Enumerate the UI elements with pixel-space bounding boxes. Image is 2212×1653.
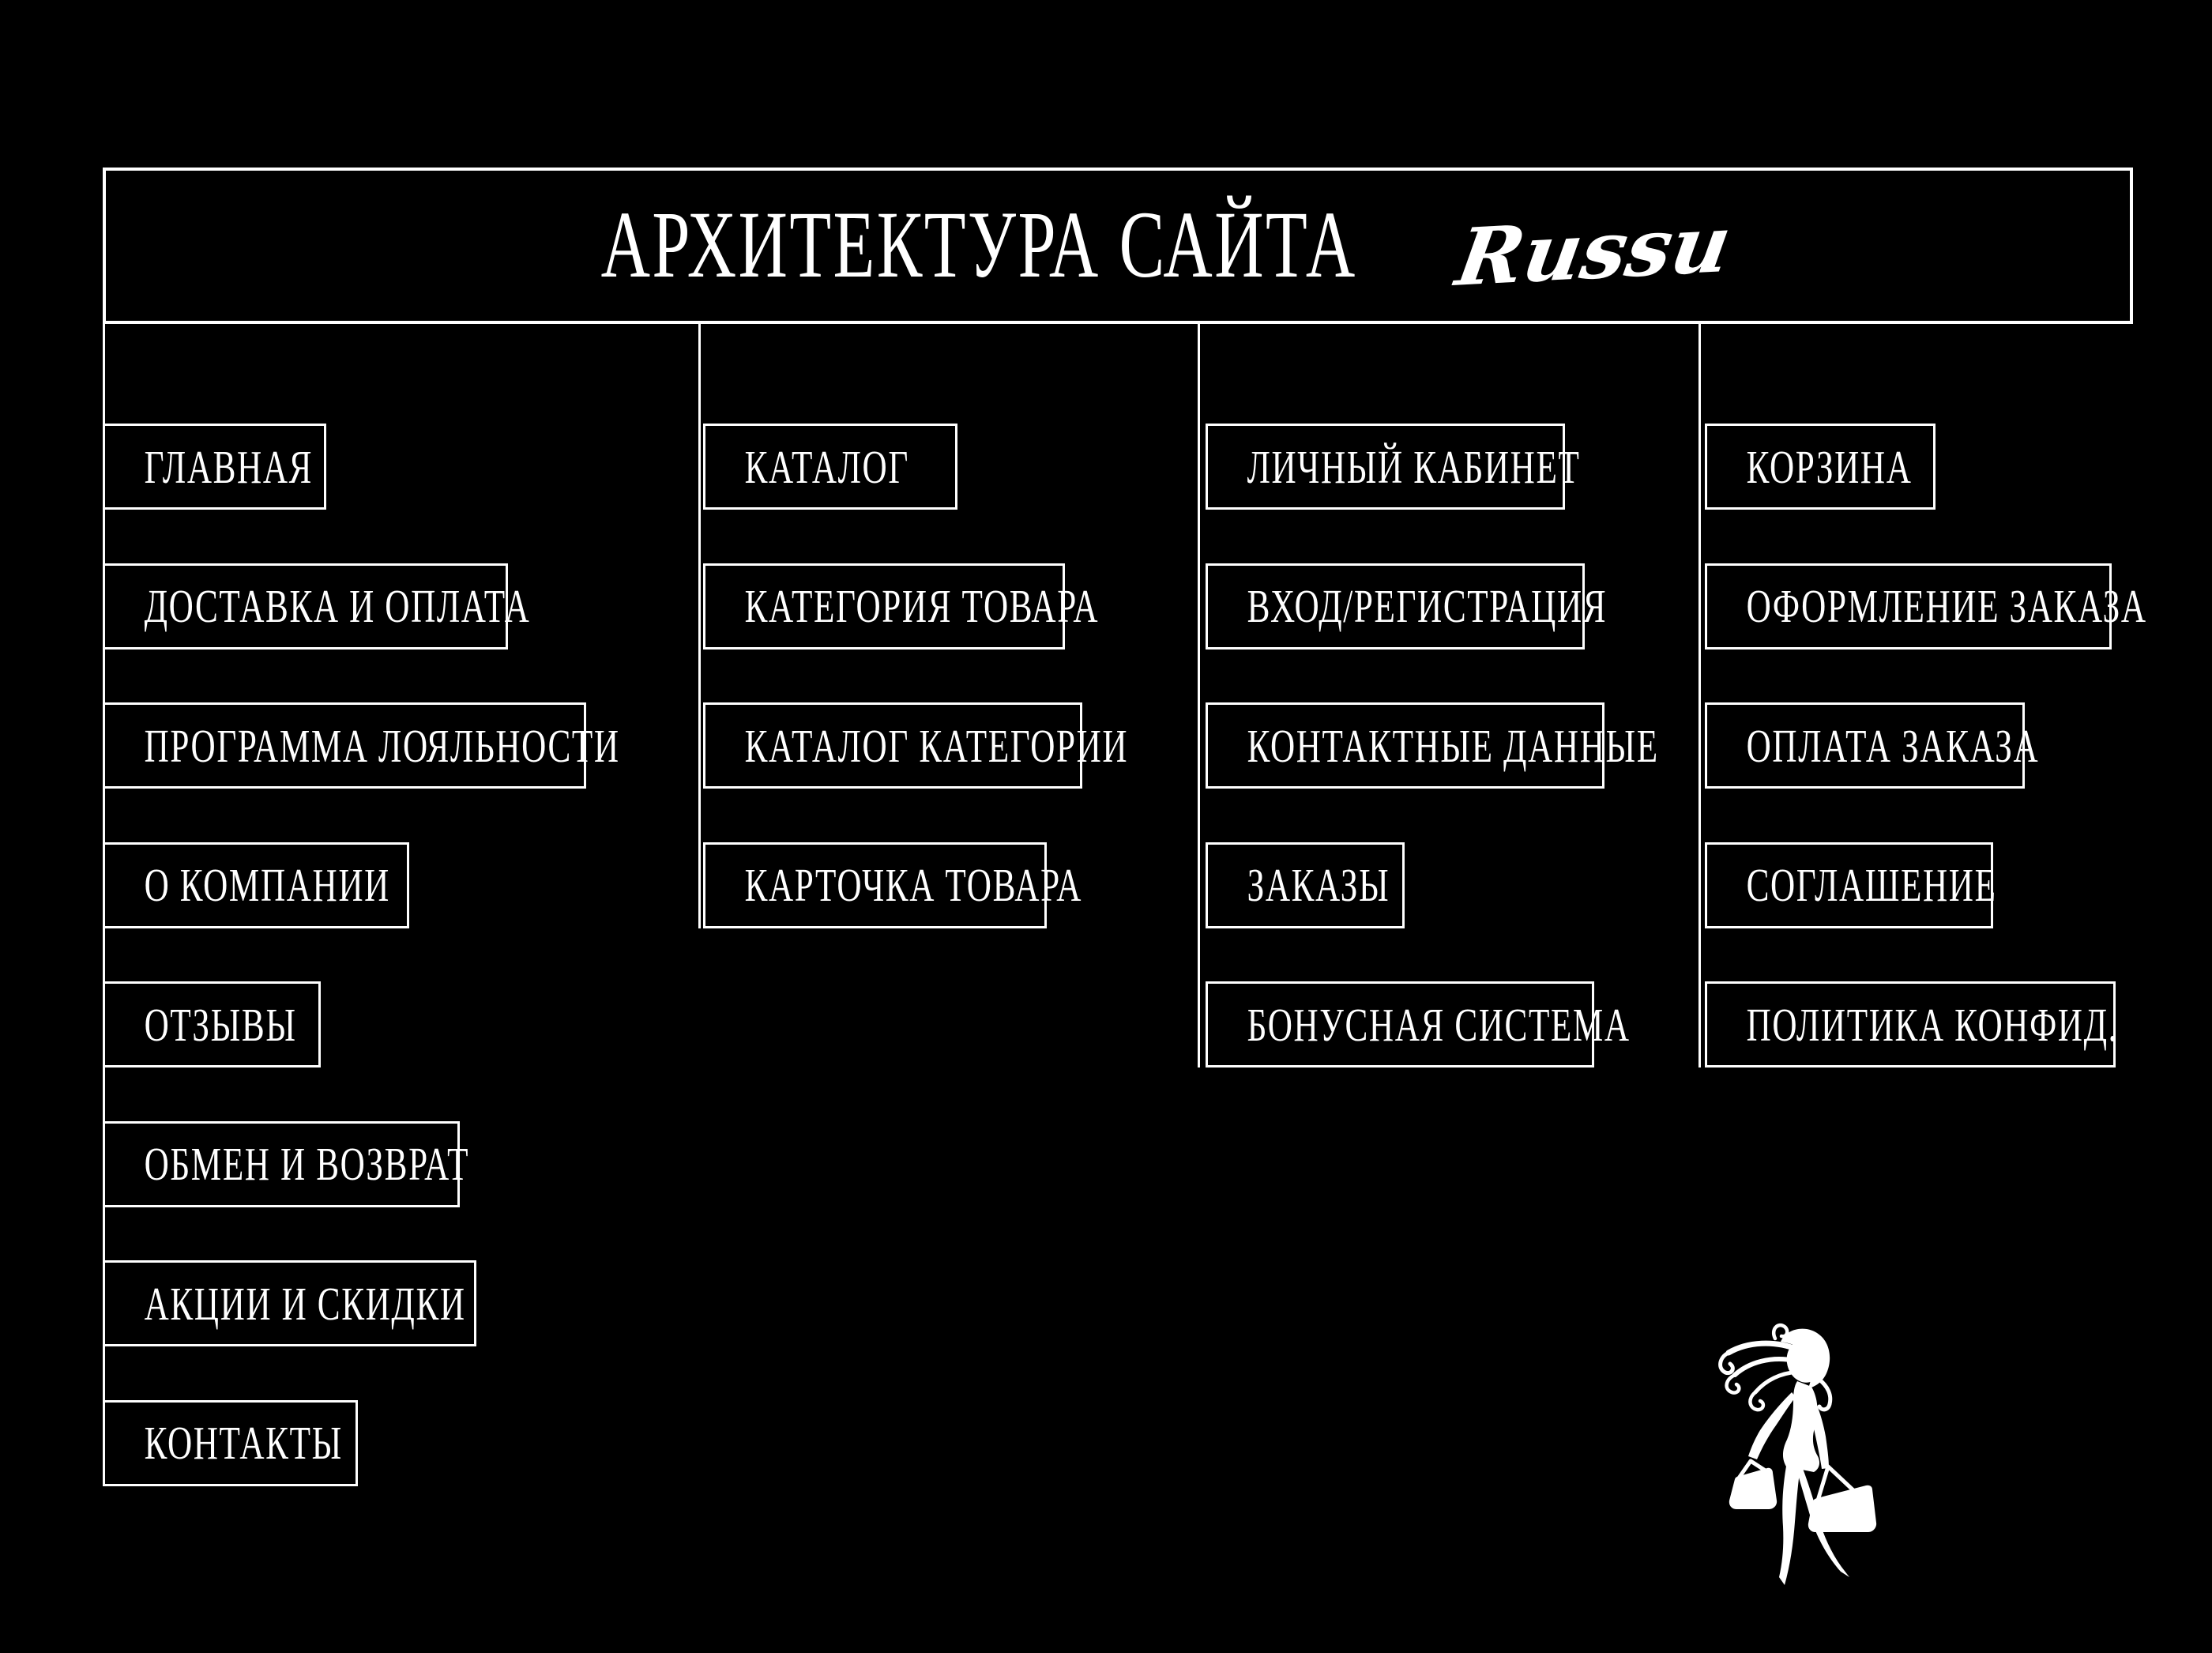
diagram-node: [103, 1400, 358, 1486]
diagram-node-label: ПРОГРАММА ЛОЯЛЬНОСТИ: [144, 719, 620, 772]
diagram-node-label: ОТЗЫВЫ: [144, 998, 297, 1051]
diagram-node: [1705, 424, 1936, 510]
diagram-node: [1206, 981, 1631, 1067]
diagram-node-label: КАРТОЧКА ТОВАРА: [744, 859, 1082, 911]
diagram-node-label: КАТЕГОРИЯ ТОВАРА: [744, 580, 1100, 632]
diagram-node-label: ВХОД/РЕГИСТРАЦИЯ: [1247, 580, 1608, 632]
diagram-node: [703, 563, 1100, 650]
diagram-node: [703, 424, 957, 510]
diagram-node-label: ОБМЕН И ВОЗВРАТ: [144, 1138, 470, 1190]
diagram-node-label: КОНТАКТНЫЕ ДАННЫЕ: [1247, 719, 1659, 772]
diagram-node: [1705, 563, 2147, 650]
diagram-node: [103, 1260, 476, 1346]
diagram-node: [103, 424, 326, 510]
diagram-node: [103, 563, 531, 650]
diagram-node-label: АКЦИИ И СКИДКИ: [144, 1277, 466, 1330]
diagram-node-label: КАТАЛОГ КАТЕГОРИИ: [744, 719, 1129, 772]
diagram-header: [103, 168, 2133, 324]
woman-shopping-silhouette-icon: [1698, 1304, 2014, 1651]
diagram-node-label: ЗАКАЗЫ: [1247, 859, 1390, 911]
diagram-node-label: ПОЛИТИКА КОНФИД.: [1746, 998, 2119, 1051]
diagram-node-label: КОРЗИНА: [1746, 440, 1913, 493]
diagram-node-label: ДОСТАВКА И ОПЛАТА: [144, 580, 531, 632]
diagram-node: [103, 842, 409, 928]
diagram-node: [1206, 563, 1608, 650]
diagram-node: [1206, 424, 1581, 510]
diagram-node: [1206, 702, 1659, 789]
brand-logo-text: Russu: [1450, 197, 1737, 304]
diagram-node-label: О КОМПАНИИ: [144, 859, 390, 911]
connector-line: [1198, 324, 1200, 1067]
diagram-node-label: ОФОРМЛЕНИЕ ЗАКАЗА: [1746, 580, 2147, 632]
diagram-node: [1206, 842, 1405, 928]
connector-line: [1698, 324, 1701, 1067]
diagram-node: [1705, 842, 1997, 928]
connector-line: [698, 324, 701, 928]
diagram-node-label: ГЛАВНАЯ: [144, 440, 314, 493]
diagram-node-label: ОПЛАТА ЗАКАЗА: [1746, 719, 2040, 772]
diagram-node-label: КОНТАКТЫ: [144, 1417, 343, 1469]
diagram-node: [703, 702, 1129, 789]
diagram-node: [1705, 702, 2040, 789]
diagram-node: [103, 981, 321, 1067]
diagram-node-label: КАТАЛОГ: [744, 440, 909, 493]
diagram-node: [103, 1121, 470, 1207]
diagram-node: [703, 842, 1082, 928]
page-title: АРХИТЕКТУРА САЙТА: [600, 192, 1357, 299]
diagram-node-label: БОНУСНАЯ СИСТЕМА: [1247, 998, 1631, 1051]
diagram-node-label: ЛИЧНЫЙ КАБИНЕТ: [1247, 440, 1581, 493]
diagram-node: [103, 702, 620, 789]
diagram-node-label: СОГЛАШЕНИЕ: [1746, 859, 1997, 911]
diagram-node: [1705, 981, 2119, 1067]
